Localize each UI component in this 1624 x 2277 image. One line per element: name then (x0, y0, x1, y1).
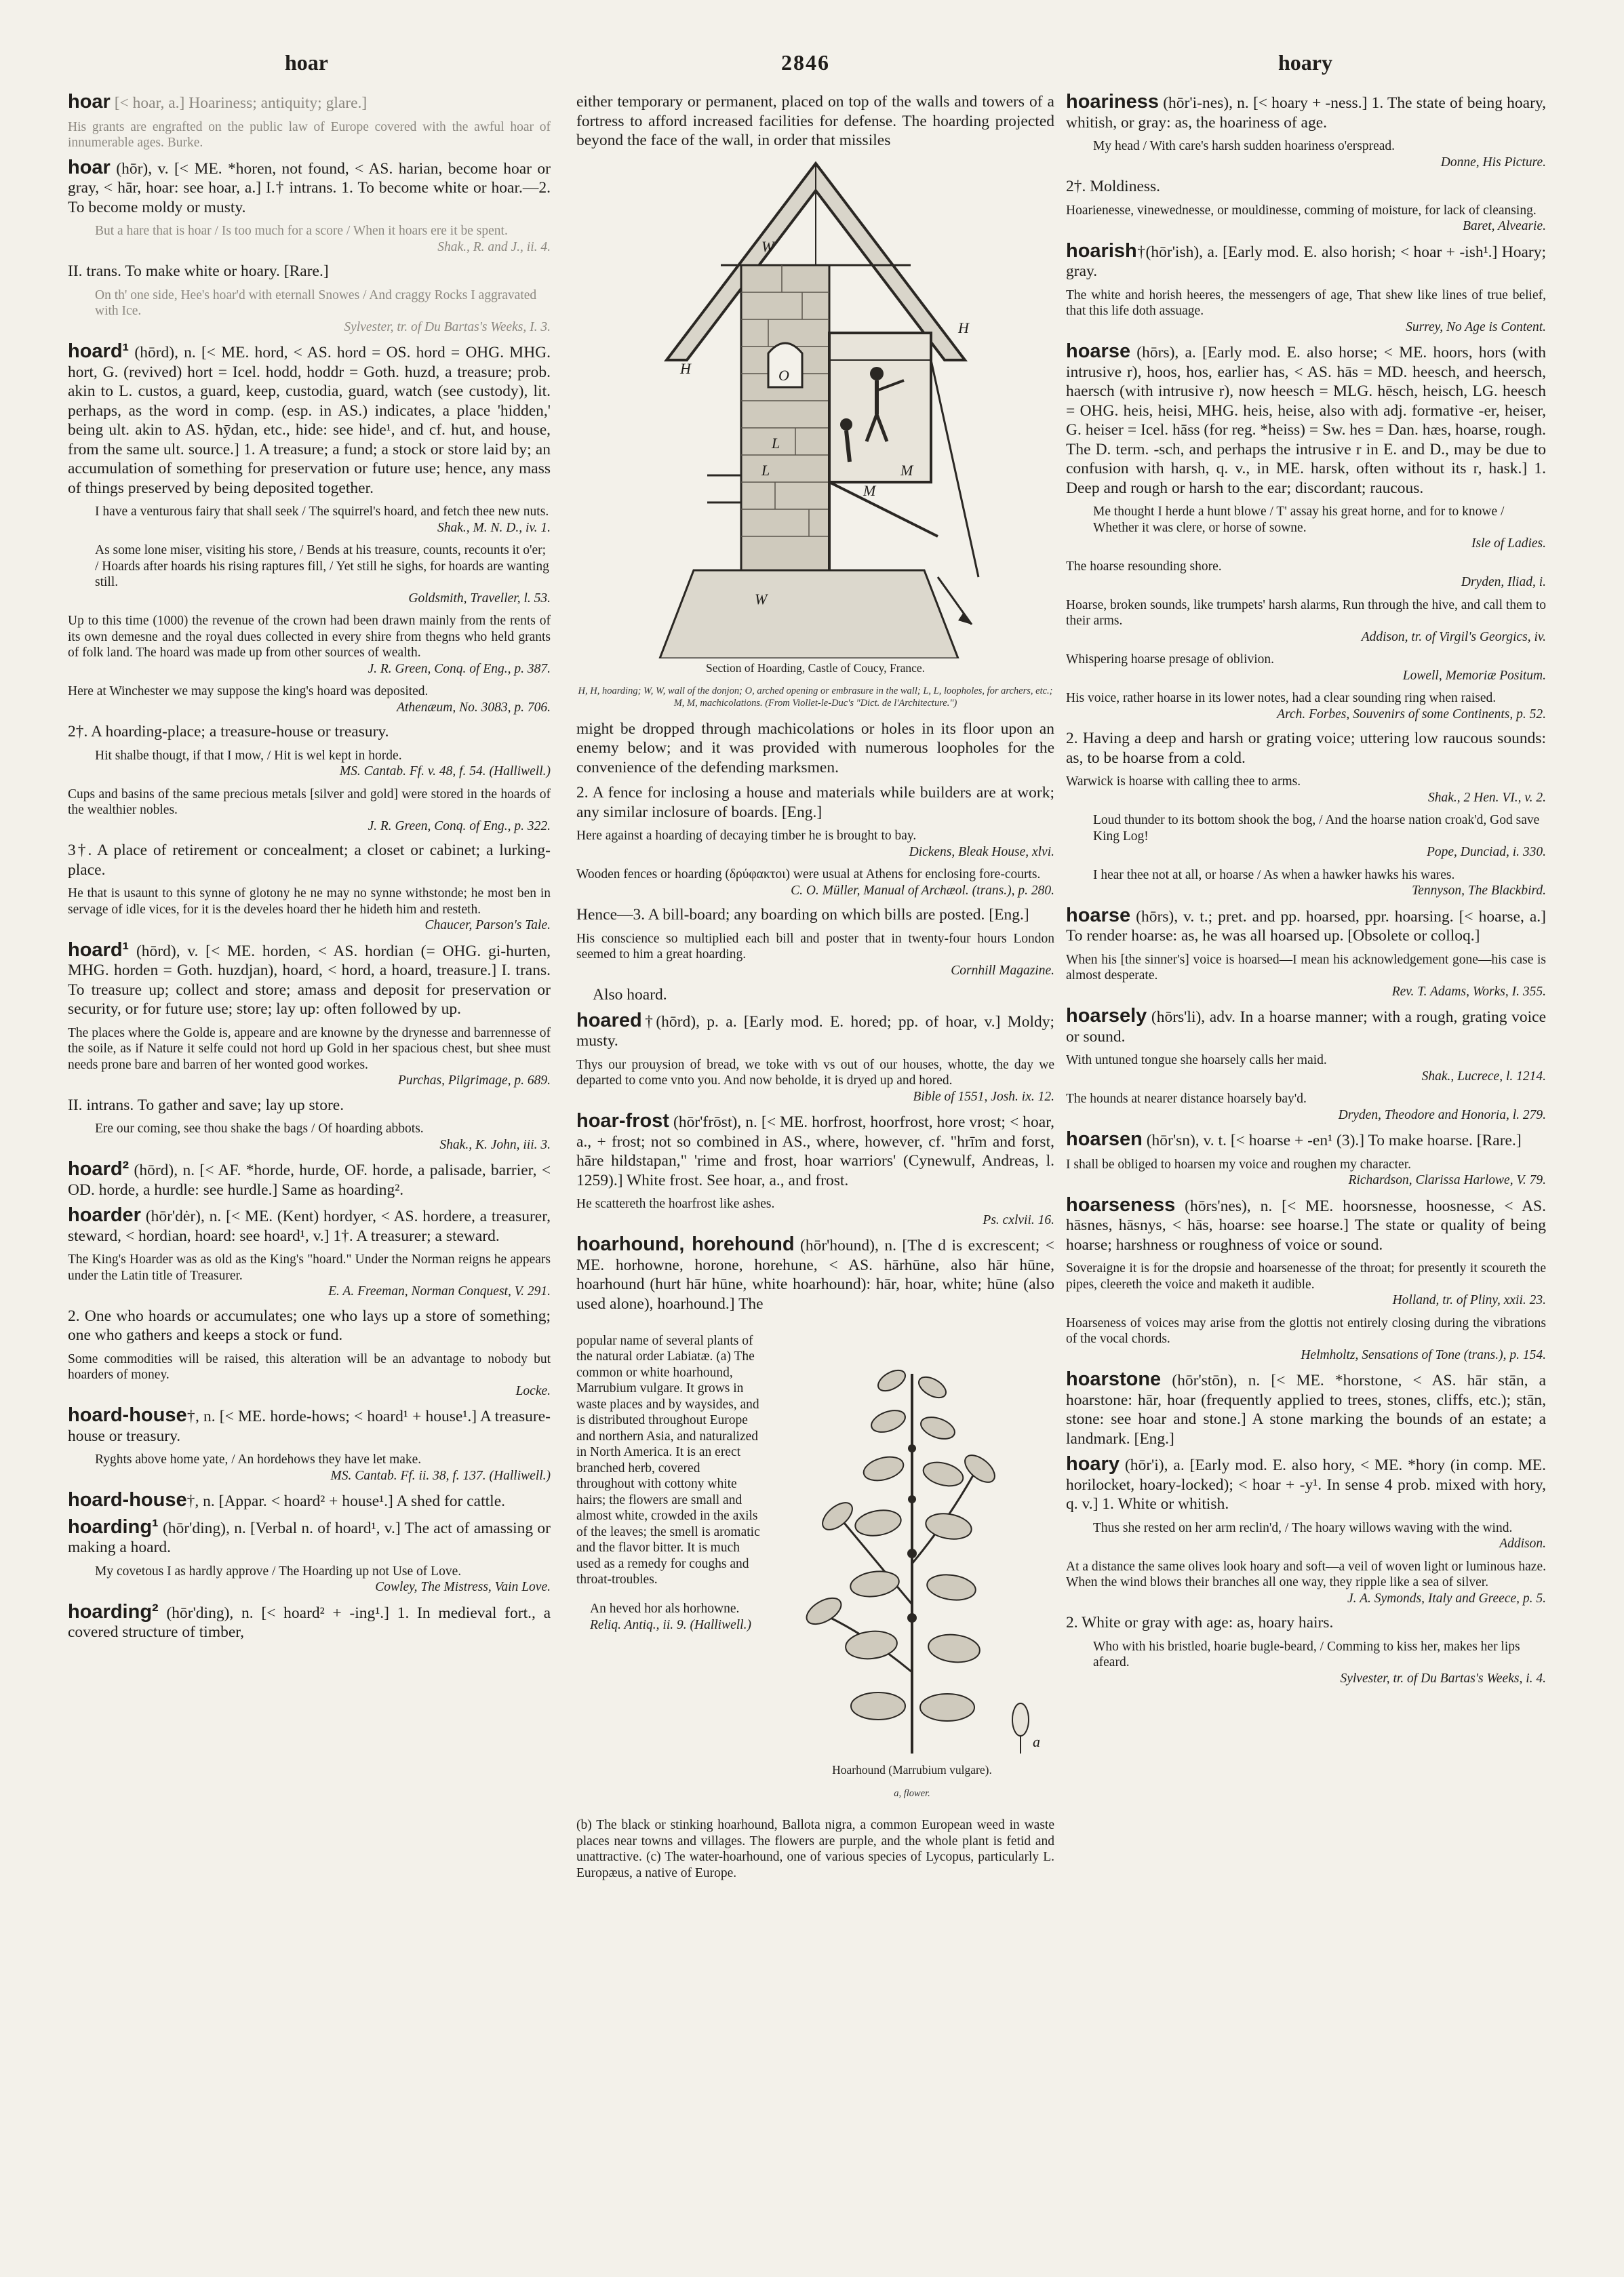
definition: (hōrd), v. [< ME. horden, < AS. hordian (= OHG. gi-hurten, MHG. horden = Goth. huzdjan), hoard, < hord, a hoard, treasure.] I. trans. To treasure up; collect and store; amass and deposit for preservation or security, or for future use; store; lay up: often followed by up. (68, 942, 551, 1018)
verse-quote (1066, 504, 1546, 552)
headword: hoariness (1066, 92, 1159, 113)
definition: †, n. [Appar. < hoard² + house¹.] A shed for cattle. (186, 1492, 505, 1510)
headword: hoarseness (1066, 1193, 1176, 1216)
citation-source: Surrey, No Age is Content. (1406, 319, 1546, 334)
headword: hoarding¹ (68, 1516, 159, 1538)
figure-label: O (778, 366, 789, 384)
citation-text: Up to this time (1000) the revenue of the crown had been drawn mainly from the rents of its own demesne and the royal dues collected in every shire from thegns who held grants of folk land. The hoard was made up from other sources of wealth. (68, 614, 551, 660)
citation (68, 1351, 551, 1400)
definition: [< hoar, a.] Hoariness; antiquity; glare.] (114, 94, 368, 112)
citation (68, 886, 551, 934)
entry-hoariness (1066, 92, 1546, 132)
definition: (hōr'i), a. [Early mod. E. also hory, < ME. *hory (in comp. ME. horilocket, hoary-locked); < hoar + -y¹. In sense 4 prob. mixed with hory, q. v.] 1. White or whitish. (1066, 1457, 1546, 1513)
citation (576, 867, 1054, 898)
paragraph: might be dropped through machicolations or holes in its floor upon an enemy below; and it was provided with numerous loopholes for the convenience of the defending marksmen. (576, 719, 1054, 776)
page-header (0, 50, 1624, 84)
citation-text: He that is usaunt to this synne of glotony he ne may no synne withstonde; he most ben in servage of idle vices, for it is the develes hoard ther he hideth him and resteth. (68, 886, 551, 917)
citation-text: He scattereth the hoarfrost like ashes. (576, 1197, 775, 1211)
citation-source: Purchas, Pilgrimage, p. 689. (397, 1073, 551, 1088)
citation-text: I shall be obliged to hoarsen my voice and roughen my character. (1066, 1157, 1411, 1172)
definition: (hōr'sn), v. t. [< hoarse + -en¹ (3).] To make hoarse. [Rare.] (1146, 1132, 1522, 1149)
citation (1066, 1052, 1546, 1084)
verse-quote (68, 223, 551, 255)
definition: (hōr'ding), n. [Verbal n. of hoard¹, v.] The act of amassing or making a hoard. (68, 1519, 551, 1556)
citation-text: Wooden fences or hoarding (δρύφακτοι) were usual at Athens for enclosing fore-courts. (576, 867, 1041, 882)
citation-source: J. R. Green, Conq. of Eng., p. 387. (368, 661, 551, 676)
headword: hoar (68, 156, 111, 178)
column-middle (576, 92, 1054, 2262)
definition: (hōr'ding), n. [< hoard² + -ing¹.] 1. In medieval fort., a covered structure of timber, (68, 1604, 551, 1641)
verse-source: MS. Cantab. Ff. v. 48, f. 54. (Halliwell.) (339, 764, 551, 778)
citation-source: Athenæum, No. 3083, p. 706. (397, 700, 551, 715)
citation (68, 1252, 551, 1300)
citation: His grants are engrafted on the public law of Europe covered with the awful hoar of innumerable ages. Burke. (68, 119, 551, 150)
definition: (hōrd), n. [< AF. *horde, hurde, OF. horde, a palisade, barrier, < OD. horde, a hurdle: see hurdle.] Same as hoarding². (68, 1162, 551, 1199)
headword: hoard-house (68, 1489, 187, 1511)
entry-hoarsen (1066, 1130, 1546, 1151)
headword: hoarding² (68, 1600, 159, 1623)
definition: (hōrs), v. t.; pret. and pp. hoarsed, ppr. hoarsing. [< hoarse, a.] To render hoarse: as, he was all hoarsed up. [Obsolete or colloq.] (1066, 907, 1546, 945)
verse-text: But a hare that is hoar / Is too much for a score / When it hoars ere it be spent. (95, 224, 508, 238)
citation (1066, 652, 1546, 684)
definition: (hōr'stōn), n. [< ME. *horstone, < AS. hār stān, a hoarstone: hār, hoar (frequently applied to trees, stones, cliffs, etc.); stān, stone: see hoar and stone.] A stone marking the bounds of an estate; a landmark. [Eng.] (1066, 1372, 1546, 1448)
citation-text: Thys our prouysion of bread, we toke with vs out of our houses, whotte, the day we departed to come vnto you. And now beholde, it is dryed up and hored. (576, 1057, 1054, 1088)
citation-source: Locke. (515, 1383, 551, 1398)
entry-hoared (576, 1011, 1054, 1051)
citation-source: Dryden, Iliad, i. (1461, 575, 1546, 589)
entry-hoard-house-2 (68, 1490, 551, 1511)
citation-text: When his [the sinner's] voice is hoarsed—I mean his acknowledgement gone—his case is almost desperate. (1066, 952, 1546, 983)
citation-text: Whispering hoarse presage of oblivion. (1066, 652, 1275, 667)
entry-hoard-v (68, 938, 551, 1019)
verse-text: Ere our coming, see thou shake the bags / Of hoarding abbots. (95, 1122, 424, 1136)
definition: (hōr'dėr), n. [< ME. (Kent) hordyer, < AS. hordere, a treasurer, steward, < hordian, hoard: see hoard¹, v.] 1†. A treasurer; a steward. (68, 1208, 551, 1245)
headword: hoarhound, horehound (576, 1233, 795, 1255)
verse-quote (68, 504, 551, 536)
verse-text: Who with his bristled, hoarie bugle-beard, / Comming to kiss her, makes her lips afeard. (1093, 1639, 1520, 1669)
citation (1066, 597, 1546, 646)
headword: hoared (576, 1009, 642, 1031)
verse-text: My covetous I as hardly approve / The Hoarding up not Use of Love. (95, 1564, 462, 1579)
header-left-guideword: hoar (285, 50, 328, 75)
column-right (1066, 92, 1546, 2262)
citation-source: Richardson, Clarissa Harlowe, V. 79. (1348, 1173, 1546, 1187)
figure-label: M (863, 481, 875, 499)
citation-source: Dickens, Bleak House, xlvi. (909, 844, 1054, 859)
headword: hoarsen (1066, 1128, 1143, 1150)
citation-text: Hoarienesse, vinewednesse, or mouldinesse, comming of moisture, for lack of cleansing. (1066, 203, 1537, 218)
verse-text: Ryghts above home yate, / An hordehows they have let make. (95, 1452, 422, 1467)
entry-hoar-n (68, 92, 551, 113)
sense (68, 841, 551, 879)
figure-caption: Section of Hoarding, Castle of Coucy, France. (705, 660, 926, 675)
citation (1066, 288, 1546, 336)
also-note: Also hoard. (593, 986, 667, 1004)
citation-text: The hounds at nearer distance hoarsely bay'd. (1066, 1092, 1307, 1106)
headword: hoard¹ (68, 938, 130, 961)
verse-text: Hit shalbe thougt, if that I mow, / Hit is wel kept in horde. (95, 748, 402, 763)
citation (68, 684, 551, 715)
headword: hoarsely (1066, 1005, 1147, 1027)
citation-source: Lowell, Memoriæ Positum. (1402, 668, 1546, 683)
header-right-guideword: hoary (1278, 50, 1332, 75)
entry-hoarding2 (68, 1602, 551, 1642)
verse-quote (1066, 138, 1546, 170)
verse-source: Cowley, The Mistress, Vain Love. (375, 1580, 551, 1594)
figure-label: a (1033, 1733, 1040, 1750)
verse-source: Donne, His Picture. (1440, 155, 1546, 170)
entry-hoarish (1066, 241, 1546, 281)
continuation-text: either temporary or permanent, placed on top of the walls and towers of a fortress to afford increased facilities for defense. The hoarding projected beyond the face of the wall, in order that missiles (576, 93, 1054, 149)
verse-quote (1066, 867, 1546, 899)
hoarding-figure (576, 157, 1054, 710)
verse-quote (1066, 1639, 1546, 1687)
citation-text: His conscience so multiplied each bill and poster that in twenty-four hours London seemed to him a great hoarding. (576, 931, 1054, 962)
entry-hoard2 (68, 1160, 551, 1200)
citation (68, 613, 551, 677)
verse-source: Sylvester, tr. of Du Bartas's Weeks, i. 4. (1340, 1671, 1546, 1686)
verse-quote (68, 288, 551, 336)
citation-text: Hoarse, broken sounds, like trumpets' harsh alarms, Run through the hive, and call them to their arms. (1066, 597, 1546, 628)
verse-quote (1066, 1520, 1546, 1552)
figure-caption: Hoarhound (Marrubium vulgare). (832, 1763, 992, 1777)
entry-hoard-n (68, 342, 551, 498)
definition: (hōr'hound), n. [The d is excrescent; < ME. horhowne, horone, horehune, < AS. hārhūne, also hār hūne, hoarhound (hurt hār hūne, white hoarhound): hār, hoar, white; hūne (also used alone), hoarhound.] The (576, 1237, 1054, 1313)
citation (1066, 774, 1546, 806)
definition: †(hōrd), p. a. [Early mod. E. hored; pp. of hoar, v.] Moldy; musty. (576, 1012, 1054, 1050)
citation-source: Bible of 1551, Josh. ix. 12. (913, 1089, 1054, 1104)
entry-hoarseness (1066, 1195, 1546, 1255)
page-number: 2846 (781, 50, 830, 75)
verse-text: Thus she rested on her arm reclin'd, / The hoary willows waving with the wind. (1093, 1520, 1513, 1535)
citation (576, 828, 1054, 860)
headword: hoarstone (1066, 1368, 1162, 1390)
headword: hoar (68, 92, 111, 113)
column-left (68, 92, 551, 2262)
definition: †, n. [< ME. horde-hows; < hoard¹ + house¹.] A treasure-house or treasury. (68, 1408, 551, 1445)
citation (1066, 952, 1546, 1000)
citation (1066, 559, 1546, 591)
figure-label: M (900, 461, 913, 479)
citation-source: Addison, tr. of Virgil's Georgics, iv. (1361, 629, 1546, 644)
sense: 2. A fence for inclosing a house and materials while builders are at work; any similar inclosure of boards. [Eng.] (576, 784, 1054, 821)
citation-source: Ps. cxlvii. 16. (983, 1212, 1054, 1227)
citation (1066, 203, 1546, 235)
verse-quote (68, 1564, 551, 1596)
verse-text: On th' one side, Hee's hoar'd with eternall Snowes / And craggy Rocks I aggravated with Ice. (95, 288, 537, 318)
citation-text: The white and horish heeres, the messengers of age, That shew like lines of true belief, that this life doth assuage. (1066, 288, 1546, 318)
figure-legend: a, flower. (894, 1787, 930, 1799)
citation-source: J. R. Green, Conq. of Eng., p. 322. (368, 818, 551, 833)
citation-source: E. A. Freeman, Norman Conquest, V. 291. (328, 1284, 551, 1299)
citation (1066, 690, 1546, 722)
citation-source: Helmholtz, Sensations of Tone (trans.), p. 154. (1301, 1347, 1546, 1362)
definition: 3†. A place of retirement or concealment; a closet or cabinet; a lurking-place. (68, 842, 551, 879)
citation-text: The places where the Golde is, appeare and are knowne by the drynesse and barrennesse of the soile, as if Nature it selfe could not hord up Gold in her spacious chest, but shee must needs prone bare and barren of her wonted good workes. (68, 1025, 551, 1072)
citation-text: Some commodities will be raised, this alteration will be an advantage to nobody but hoarders of money. (68, 1351, 551, 1382)
verse-quote (68, 1452, 551, 1484)
definition: 2. One who hoards or accumulates; one who lays up a store of something; one who gathers and keeps a stock or fund. (68, 1307, 551, 1344)
citation-text: At a distance the same olives look hoary and soft—a veil of woven light or luminous haze. When the wind blows their branches all one way, they ripple like a sea of silver. (1066, 1559, 1546, 1589)
citation (1066, 1559, 1546, 1607)
verse-source: Isle of Ladies. (1471, 536, 1546, 551)
verse-text: Me thought I herde a hunt blowe / T' assay his great horne, and for to knowe / Whether it was clere, or horse of sowne. (1093, 504, 1505, 535)
citation-source: Rev. T. Adams, Works, I. 355. (1391, 984, 1546, 999)
verse-text: An heved hor als horhowne. (590, 1602, 740, 1616)
citation-text: His voice, rather hoarse in its lower notes, had a clear sounding ring when raised. (1066, 691, 1497, 705)
definition: (hōr'i-nes), n. [< hoary + -ness.] 1. The state of being hoary, whitish, or gray: as, the hoariness of age. (1066, 94, 1546, 132)
verse-source: Sylvester, tr. of Du Bartas's Weeks, I. 3. (344, 319, 551, 334)
verse-source: MS. Cantab. Ff. ii. 38, f. 137. (Halliwell.) (330, 1468, 551, 1483)
headword: hoary (1066, 1453, 1120, 1475)
definition: (hōrs), a. [Early mod. E. also horse; < ME. hoors, hors (with intrusive r), hoos, hos, earlier has, < AS. hās = MD. heesch, and heersch, haersch (with intrusive r), now heesch = MLG. hēsch, heisch, LG. heesch = OHG. heis, heisi, MHG. heis, heise, also with adj. formative -er, heiser, G. heiser = Icel. hāss (for reg. *heiss) = Sw. hes = Dan. hæs, hoarse, rough. The D. term. -sch, and perhaps the intrusive r in E. and D., may be due to confusion with harsh, q. v., in ME. harsk, often without its r, hask.] 1. Deep and rough or harsh to the ear; discordant; raucous. (1066, 344, 1546, 497)
headword: hoard² (68, 1158, 130, 1180)
entry-hoarstone (1066, 1370, 1546, 1448)
sense (68, 1307, 551, 1345)
citation-text: The King's Hoarder was as old as the King's "hoard." Under the Norman reigns he appears under the Latin title of Treasurer. (68, 1252, 551, 1283)
verse-source: Addison. (1499, 1537, 1546, 1551)
citation (68, 1025, 551, 1089)
figure-label: W (761, 237, 774, 255)
headword: hoarish (1066, 239, 1137, 262)
figure-label: W (754, 590, 767, 608)
citation-text: Warwick is hoarse with calling thee to arms. (1066, 774, 1301, 789)
verse-source: Goldsmith, Traveller, l. 53. (408, 591, 551, 606)
hoarhound-figure (770, 1320, 1054, 1809)
verse-source: Pope, Dunciad, i. 330. (1426, 845, 1546, 859)
figure-label: L (761, 461, 770, 479)
verse-text: I hear thee not at all, or hoarse / As when a hawker hawks his wares. (1093, 867, 1455, 882)
citation-source: Baret, Alvearie. (1463, 219, 1546, 233)
definition: (hōrd), n. [< ME. hord, < AS. hord = OS. hord = OHG. MHG. hort, G. (revived) hort = Icel. hodd, hoddr = Goth. huzd, a treasure; prob. akin to L. custos, a guard, keep, custodia, guard, watch (see custody), lit. perhaps, as the word in comp. (esp. in AS.) indicates, a place 'hidden,' being ult. akin to AS. hȳdan, etc., hide: see hide¹, and cf. hut, and house, from the same ult. source.] 1. A treasure; a fund; a stock or store laid by; an accumulation of something for preservation or future use; hence, any mass of things preserved by being deposited together. (68, 344, 551, 497)
entry-hoarder (68, 1206, 551, 1246)
figure-label: H (957, 319, 969, 336)
sense (68, 722, 551, 742)
citation-source: Arch. Forbes, Souvenirs of some Continents, p. 52. (1277, 707, 1546, 721)
citation (1066, 1091, 1546, 1123)
hoarding-illustration (639, 157, 992, 658)
verse-source: Shak., M. N. D., iv. 1. (437, 520, 551, 535)
citation (1066, 1261, 1546, 1309)
citation (68, 787, 551, 835)
hoarhound-other-species: (b) The black or stinking hoarhound, Ballota nigra, a common European weed in waste places near towns and villages. The flowers are purple, and the whole plant is fetid and unattractive. (c) The water-hoarhound, one of various species of Lycopus, particularly L. Europæus, a native of Europe. (576, 1818, 1054, 1880)
verse-text: My head / With care's harsh sudden hoariness o'erspread. (1093, 139, 1395, 153)
citation (576, 931, 1054, 979)
figure-label: H (679, 359, 691, 377)
verse-quote (68, 748, 551, 780)
headword: hoar-frost (576, 1110, 669, 1132)
definition: (hōr), v. [< ME. *horen, not found, < AS. harian, become hoar or gray, < hār, hoar: see hoar, a.] I.† intrans. 1. To become white or hoar.—2. To become moldy or musty. (68, 159, 551, 216)
figure-label: L (771, 434, 780, 452)
sense: 2. Having a deep and harsh or grating voice; uttering low raucous sounds: as, to be hoarse from a cold. (1066, 730, 1546, 767)
citation (1066, 1157, 1546, 1189)
citation-text: Cups and basins of the same precious metals [silver and gold] were stored in the hoards of the wealthier nobles. (68, 787, 551, 817)
verse-text: As some lone miser, visiting his store, / Bends at his treasure, counts, recounts it o'er; / Hoards after hoards his rising raptures fill, / Yet still he sighs, for hoards are wanting still. (95, 543, 549, 589)
citation (576, 1196, 1054, 1228)
definition: (hōr'frōst), n. [< ME. horfrost, hoorfrost, hore vrost; < hoar, a., + frost; not so combined in AS., where, however, cf. "hrīm and forst, hāre hildstapan," 'rime and frost, hoar warriors' (Cynewulf, Andreas, l. 1259).] White frost. See hoar, a., and frost. (576, 1113, 1054, 1189)
entry-hoarhound (576, 1235, 1054, 1313)
citation-source: Dryden, Theodore and Honoria, l. 279. (1338, 1107, 1546, 1122)
citation-source: Cornhill Magazine. (951, 963, 1054, 978)
verse-source: Reliq. Antiq., ii. 9. (Halliwell.) (590, 1617, 751, 1632)
definition: II. intrans. To gather and save; lay up store. (68, 1096, 344, 1114)
headword: hoard¹ (68, 340, 130, 362)
citation-text: With untuned tongue she hoarsely calls her maid. (1066, 1053, 1327, 1067)
entry-hoarse-v (1066, 906, 1546, 946)
headword: hoarder (68, 1204, 141, 1226)
figure-legend: H, H, hoarding; W, W, wall of the donjon; O, arched opening or embrasure in the wall; L, L, loopholes, for archers, etc.; M, M, machicolations. (From Viollet-le-Duc's "Dict. de l'Architecture.") (578, 686, 1053, 709)
citation-source: Chaucer, Parson's Tale. (424, 918, 551, 932)
citation-text: The hoarse resounding shore. (1066, 559, 1222, 574)
definition: 2†. A hoarding-place; a treasure-house or treasury. (68, 723, 389, 740)
sense: 2†. Moldiness. (1066, 178, 1161, 195)
citation-source: Holland, tr. of Pliny, xxii. 23. (1392, 1293, 1546, 1307)
verse-source: Tennyson, The Blackbird. (1412, 884, 1546, 898)
definition: (hōrs'nes), n. [< ME. hoorsnesse, hoosnesse, < AS. hāsnes, hāsnys, < hās, hoarse: see hoarse.] The state or quality of being hoarse; harshness or roughness of voice or sound. (1066, 1197, 1546, 1254)
verse-quote (68, 1121, 551, 1153)
citation-source: Shak., 2 Hen. VI., v. 2. (1427, 790, 1546, 805)
verse-text: Loud thunder to its bottom shook the bog, / And the hoarse nation croak'd, God save King Log! (1093, 813, 1540, 844)
hoarhound-illustration (770, 1320, 1054, 1760)
citation (576, 1057, 1054, 1105)
entry-hoarsely (1066, 1006, 1546, 1046)
citation-text: Soveraigne it is for the dropsie and hoarsenesse of the throat; for presently it scoureth the pipes, cleereth the voice and maketh it audible. (1066, 1261, 1546, 1292)
citation-source: Shak., Lucrece, l. 1214. (1421, 1069, 1546, 1084)
citation-text: Hoarseness of voices may arise from the glottis not entirely closing during the vibrations of the vocal chords. (1066, 1315, 1546, 1346)
sense (68, 1096, 551, 1115)
hoarhound-definition: popular name of several plants of the natural order Labiatæ. (a) The common or white hoarhound, Marrubium vulgare. It grows in waste places and by waysides, and is distributed throughout Europe and northern Asia, and naturalized in North America. It is an erect branched herb, covered throughout with cottony white hairs; the flowers are small and almost white, crowded in the axils of the leaves; the smell is aromatic and the flavor bitter. It is much used as a remedy for coughs and throat-troubles. (576, 1333, 760, 1587)
entry-hoar-frost (576, 1111, 1054, 1190)
verse-quote (68, 542, 551, 606)
verse-text: I have a venturous fairy that shall seek / The squirrel's hoard, and fetch thee new nuts. (95, 504, 549, 519)
headword: hoard-house (68, 1404, 187, 1426)
entry-hoary (1066, 1454, 1546, 1514)
citation-source: J. A. Symonds, Italy and Greece, p. 5. (1347, 1591, 1546, 1606)
verse-source: Shak., R. and J., ii. 4. (437, 239, 551, 254)
sense: Hence—3. A bill-board; any boarding on which bills are posted. [Eng.] (576, 906, 1029, 924)
headword: hoarse (1066, 904, 1131, 926)
verse-quote (1066, 812, 1546, 860)
definition: (hōrs'li), adv. In a hoarse manner; with a rough, grating voice or sound. (1066, 1008, 1546, 1046)
headword: hoarse (1066, 340, 1131, 362)
sense: 2. White or gray with age: as, hoary hairs. (1066, 1614, 1334, 1631)
entry-hoar-v (68, 158, 551, 218)
entry-hoarse-a (1066, 342, 1546, 498)
citation (1066, 1315, 1546, 1364)
entry-hoarding1 (68, 1518, 551, 1558)
citation-source: C. O. Müller, Manual of Archæol. (trans.), p. 280. (791, 883, 1054, 898)
definition: †(hōr'ish), a. [Early mod. E. also horish; < hoar + -ish¹.] Hoary; gray. (1066, 243, 1546, 280)
citation-text: Here against a hoarding of decaying timber he is brought to bay. (576, 829, 917, 843)
citation-text: Here at Winchester we may suppose the king's hoard was deposited. (68, 684, 429, 698)
hoarhound-section (576, 1320, 1054, 1815)
definition: II. trans. To make white or hoary. [Rare.] (68, 262, 329, 280)
entry-hoard-house (68, 1406, 551, 1446)
sense-trans (68, 262, 551, 281)
verse-source: Shak., K. John, iii. 3. (439, 1137, 551, 1152)
